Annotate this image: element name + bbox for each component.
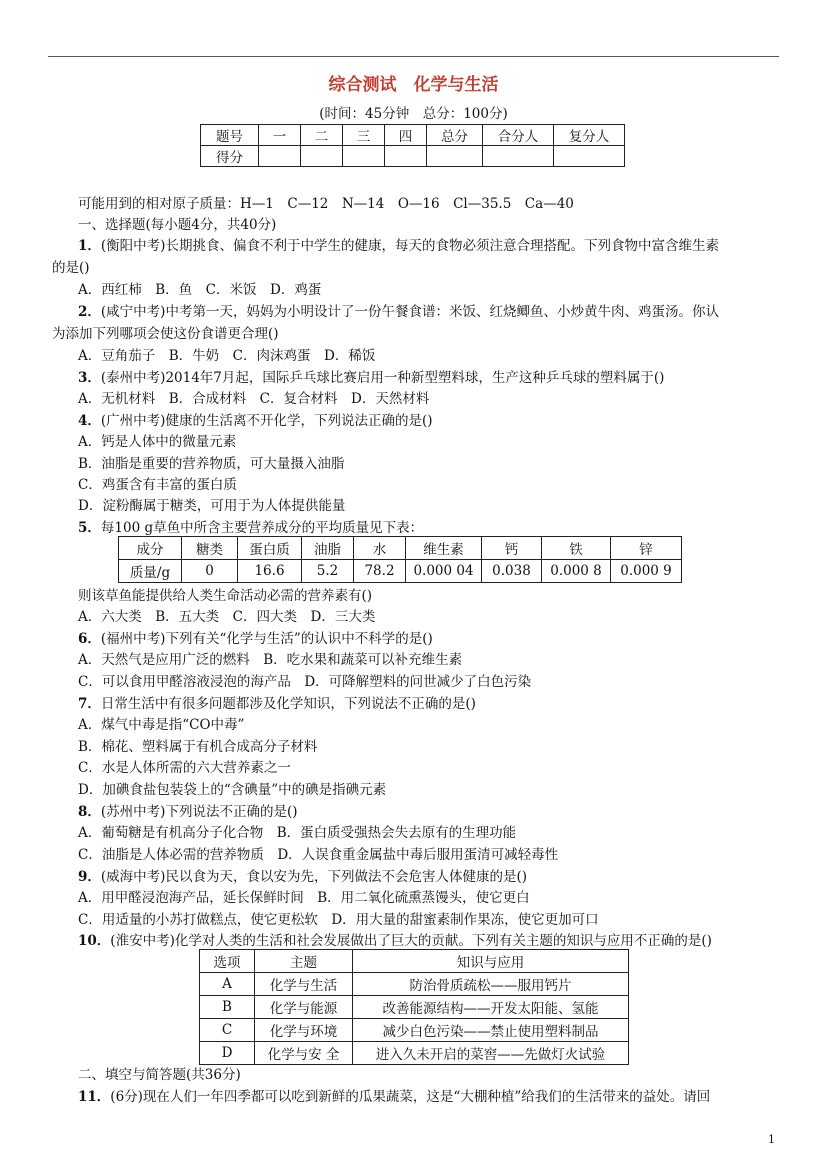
table-cell: 减少白色污染——禁止使用塑料制品 xyxy=(353,1019,629,1042)
table-row xyxy=(200,973,629,996)
table-cell: 油脂 xyxy=(302,537,354,560)
question-number: 9． xyxy=(78,869,101,885)
options-ab: A．用甲醛浸泡海产品，延长保鲜时间 B．用二氧化硫熏蒸馒头，使它更白 xyxy=(78,890,530,906)
question-8 xyxy=(78,800,297,820)
table-cell: 合分人 xyxy=(483,125,554,146)
table-cell: 选项 xyxy=(200,950,255,973)
table-cell: 铁 xyxy=(542,537,611,560)
table-cell: B xyxy=(200,996,255,1019)
question-text: (福州中考)下列有关“化学与生活”的认识中不科学的是() xyxy=(100,631,433,647)
table-cell: 78.2 xyxy=(354,560,406,583)
question-3 xyxy=(78,366,664,386)
score-cell[interactable] xyxy=(554,146,625,167)
atomic-masses: 可能用到的相对原子质量：H—1 C—12 N—14 O—16 Cl—35.5 Ca—40 xyxy=(78,196,574,212)
question-10 xyxy=(78,929,712,949)
question-text: (淮安中考)化学对人类的生活和社会发展做出了巨大的贡献。下列有关主题的知识与应用不正确的是() xyxy=(110,933,712,949)
table-cell: A xyxy=(200,973,255,996)
table-cell: 二 xyxy=(301,125,343,146)
table-cell: 0.000 8 xyxy=(542,560,611,583)
score-cell[interactable] xyxy=(385,146,427,167)
option-b: B．油脂是重要的营养物质，可大量摄入油脂 xyxy=(78,456,345,472)
question-text: (衡阳中考)长期挑食、偏食不利于中学生的健康，每天的食物必须注意合理搭配。下列食物中富含维生素 xyxy=(100,238,719,254)
question-text: 日常生活中有很多问题都涉及化学知识，下列说法不正确的是() xyxy=(100,696,476,712)
options-cd: C．可以食用甲醛溶液浸泡的海产品 D．可降解塑料的问世减少了白色污染 xyxy=(78,674,532,690)
table-cell: 题号 xyxy=(201,125,259,146)
question-options: A．西红柿 B．鱼 C．米饭 D．鸡蛋 xyxy=(78,282,322,298)
table-cell: 维生素 xyxy=(406,537,482,560)
option-d: D．加碘食盐包装袋上的“含碘量”中的碘是指碘元素 xyxy=(78,782,387,798)
option-d: D．淀粉酶属于糖类，可用于为人体提供能量 xyxy=(78,498,346,514)
score-cell[interactable] xyxy=(427,146,483,167)
question-text-cont: 的是() xyxy=(52,260,90,276)
table-cell: 0.000 04 xyxy=(406,560,482,583)
table-cell: 0 xyxy=(182,560,238,583)
table-cell: 化学与安 全 xyxy=(255,1042,353,1065)
question-7 xyxy=(78,692,476,712)
question-text: (咸宁中考)中考第一天，妈妈为小明设计了一份午餐食谱：米饭、红烧鲫鱼、小炒黄牛肉、鸡蛋汤。你认 xyxy=(100,304,719,320)
table-row xyxy=(201,146,625,167)
q10-table xyxy=(199,949,629,1065)
header-rule xyxy=(48,56,779,57)
table-cell: 锌 xyxy=(611,537,682,560)
table-cell: 16.6 xyxy=(238,560,302,583)
option-a: A．煤气中毒是指“CO中毒” xyxy=(78,717,245,733)
table-row xyxy=(200,1042,629,1065)
question-number: 4． xyxy=(78,413,101,429)
section-heading: 一、选择题(每小题4分，共40分) xyxy=(78,217,277,233)
page-number: 1 xyxy=(768,1133,775,1146)
table-cell: 成分 xyxy=(119,537,182,560)
question-9 xyxy=(78,865,527,885)
table-cell: 知识与应用 xyxy=(353,950,629,973)
question-text: (6分)现在人们一年四季都可以吃到新鲜的瓜果蔬菜，这是“大棚种植”给我们的生活带来的益处。请回 xyxy=(110,1089,711,1105)
question-number: 8． xyxy=(78,804,101,820)
option-b: B．棉花、塑料属于有机合成高分子材料 xyxy=(78,739,318,755)
options-ab: A．葡萄糖是有机高分子化合物 B．蛋白质受强热会失去原有的生理功能 xyxy=(78,825,517,841)
table-cell: 0.000 9 xyxy=(611,560,682,583)
nutrition-table xyxy=(118,536,682,583)
table-cell: D xyxy=(200,1042,255,1065)
table-cell: 化学与环境 xyxy=(255,1019,353,1042)
question-4 xyxy=(78,409,432,429)
table-cell: 水 xyxy=(354,537,406,560)
score-cell[interactable] xyxy=(301,146,343,167)
question-number: 11． xyxy=(78,1089,111,1105)
table-row xyxy=(200,996,629,1019)
question-text: (广州中考)健康的生活离不开化学，下列说法正确的是() xyxy=(100,413,433,429)
table-cell: 主题 xyxy=(255,950,353,973)
table-cell: 5.2 xyxy=(302,560,354,583)
option-c: C．水是人体所需的六大营养素之一 xyxy=(78,760,291,776)
table-cell: C xyxy=(200,1019,255,1042)
table-cell: 化学与生活 xyxy=(255,973,353,996)
question-options: A．无机材料 B．合成材料 C．复合材料 D．天然材料 xyxy=(78,391,430,407)
table-cell: 一 xyxy=(259,125,301,146)
table-cell: 防治骨质疏松——服用钙片 xyxy=(353,973,629,996)
table-row xyxy=(200,950,629,973)
options-ab: A．天然气是应用广泛的燃料 B．吃水果和蔬菜可以补充维生素 xyxy=(78,652,463,668)
question-options: A．六大类 B．五大类 C．四大类 D．三大类 xyxy=(78,609,376,625)
table-cell: 四 xyxy=(385,125,427,146)
table-cell: 改善能源结构——开发太阳能、氢能 xyxy=(353,996,629,1019)
options-cd: C．用适量的小苏打做糕点，使它更松软 D．用大量的甜蜜素制作果冻，使它更加可口 xyxy=(78,912,599,928)
section-heading: 二、填空与简答题(共36分) xyxy=(78,1067,241,1083)
table-cell: 得分 xyxy=(201,146,259,167)
table-cell: 总分 xyxy=(427,125,483,146)
table-row xyxy=(119,560,682,583)
question-number: 6． xyxy=(78,631,101,647)
table-cell: 化学与能源 xyxy=(255,996,353,1019)
table-cell: 三 xyxy=(343,125,385,146)
question-text: (威海中考)民以食为天，食以安为先，下列做法不会危害人体健康的是() xyxy=(100,869,527,885)
options-cd: C．油脂是人体必需的营养物质 D．人误食重金属盐中毒后服用蛋清可减轻毒性 xyxy=(78,847,559,863)
question-number: 7． xyxy=(78,696,101,712)
question-number: 10． xyxy=(78,933,111,949)
option-c: C．鸡蛋含有丰富的蛋白质 xyxy=(78,477,237,493)
question-number: 5． xyxy=(78,520,101,536)
question-text: (苏州中考)下列说法不正确的是() xyxy=(100,804,298,820)
table-cell: 进入久未开启的菜窖——先做灯火试验 xyxy=(353,1042,629,1065)
question-text: 每100 g草鱼中所含主要营养成分的平均质量见下表： xyxy=(100,520,424,536)
option-a: A．钙是人体中的微量元素 xyxy=(78,434,237,450)
question-6 xyxy=(78,627,433,647)
question-1 xyxy=(78,234,719,254)
table-row xyxy=(119,537,682,560)
exam-info: (时间：45分钟 总分：100分) xyxy=(319,106,508,122)
score-table xyxy=(200,124,625,167)
page-title: 综合测试 化学与生活 xyxy=(328,75,499,95)
question-options: A．豆角茄子 B．牛奶 C．肉沫鸡蛋 D．稀饭 xyxy=(78,348,376,364)
score-cell[interactable] xyxy=(483,146,554,167)
question-2 xyxy=(78,300,719,320)
question-text: 则该草鱼能提供给人类生命活动必需的营养素有() xyxy=(78,588,373,604)
question-number: 2． xyxy=(78,304,101,320)
table-row xyxy=(201,125,625,146)
question-number: 3． xyxy=(78,370,101,386)
table-cell: 0.038 xyxy=(482,560,542,583)
table-cell: 钙 xyxy=(482,537,542,560)
score-cell[interactable] xyxy=(343,146,385,167)
table-row xyxy=(200,1019,629,1042)
table-cell: 复分人 xyxy=(554,125,625,146)
question-11 xyxy=(78,1085,710,1105)
question-text: (泰州中考)2014年7月起，国际乒乓球比赛启用一种新型塑料球，生产这种乒乓球的塑料属于() xyxy=(100,370,665,386)
table-cell: 蛋白质 xyxy=(238,537,302,560)
question-5 xyxy=(78,516,423,536)
table-cell: 糖类 xyxy=(182,537,238,560)
score-cell[interactable] xyxy=(259,146,301,167)
table-cell: 质量/g xyxy=(119,560,182,583)
question-number: 1． xyxy=(78,238,101,254)
question-text-cont: 为添加下列哪项会使这份食谱更合理() xyxy=(52,326,279,342)
